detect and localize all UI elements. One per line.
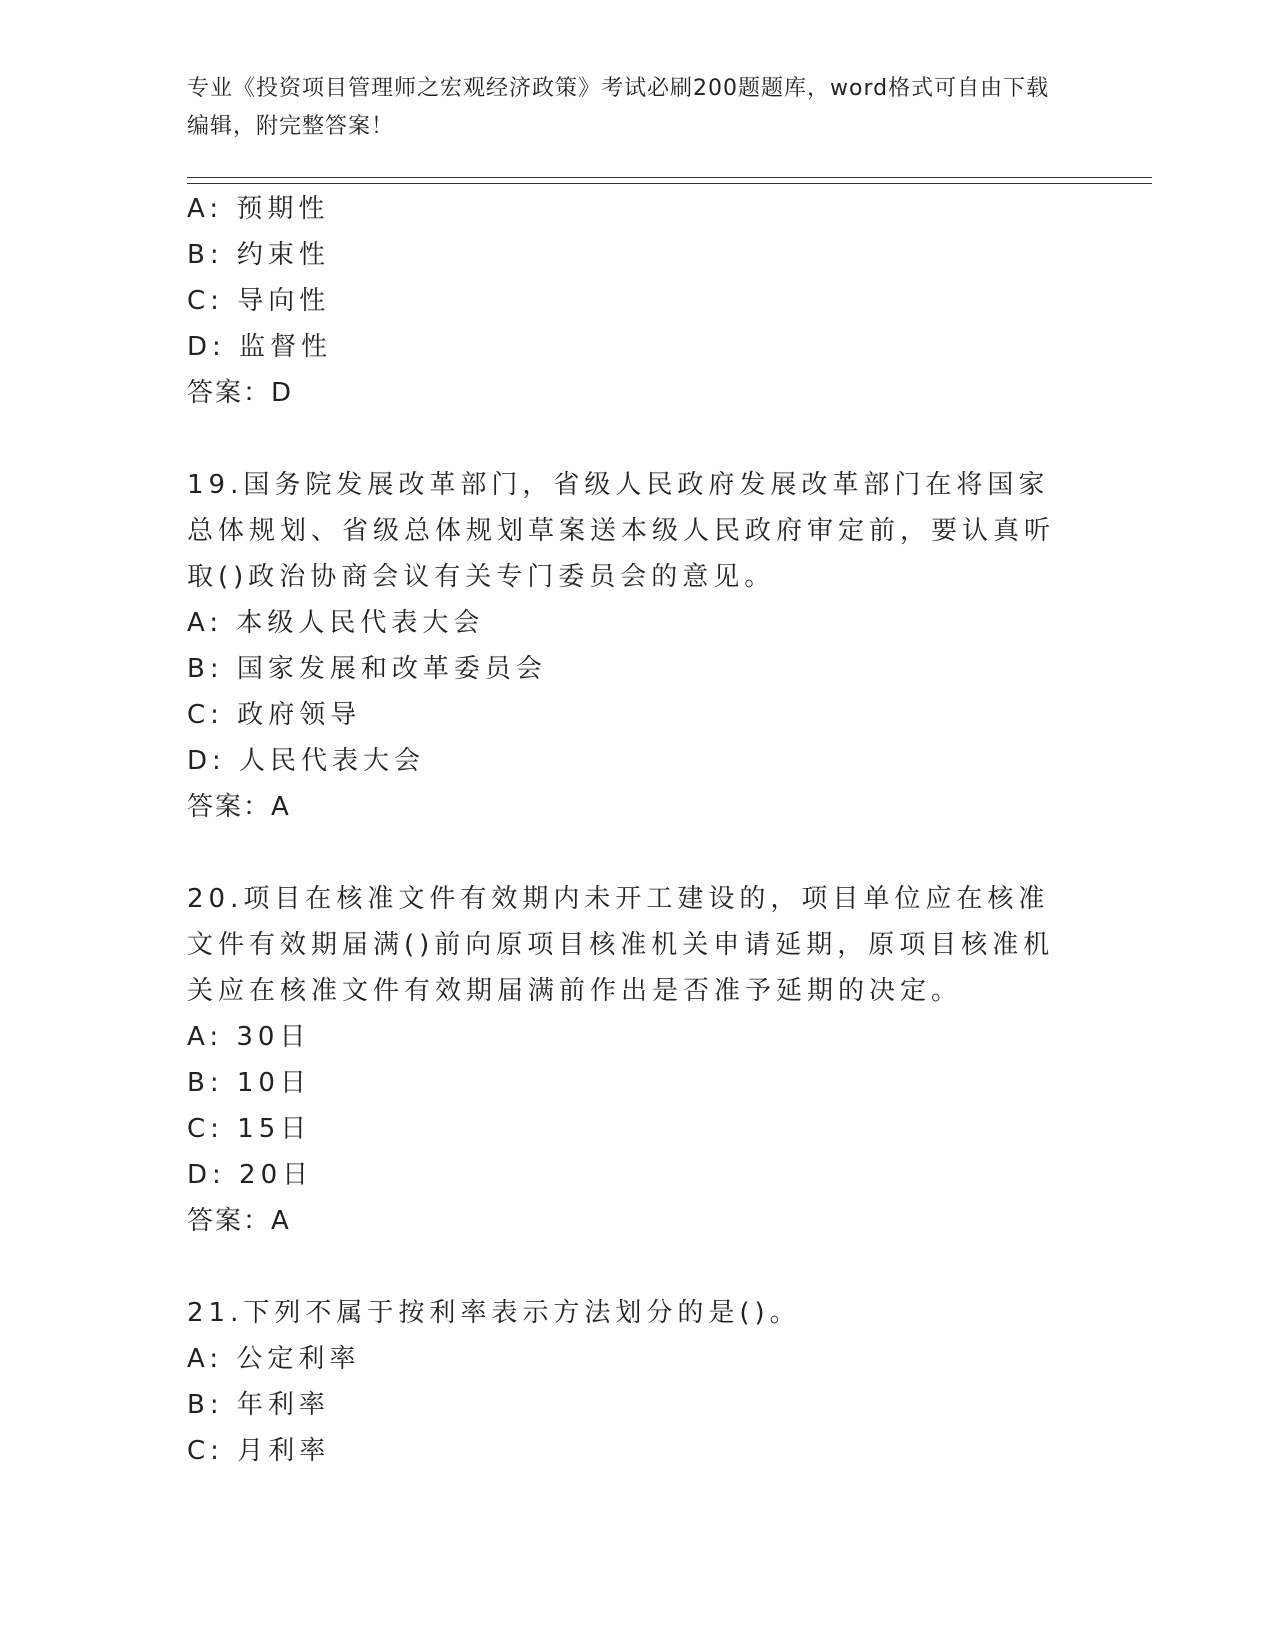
option-d: D: 20日 xyxy=(187,1160,314,1190)
answer-line: 答案：D xyxy=(187,378,294,408)
answer-line: 答案：A xyxy=(187,1206,291,1236)
option-b: B: 年利率 xyxy=(187,1390,330,1420)
option-d: D: 人民代表大会 xyxy=(187,746,426,776)
question-content xyxy=(187,186,1087,1474)
option-b: B: 国家发展和改革委员会 xyxy=(187,654,547,684)
header-divider xyxy=(187,177,1152,178)
option-a: A: 本级人民代表大会 xyxy=(187,608,485,638)
question-21-text: 21.下列不属于按利率表示方法划分的是()。 xyxy=(187,1298,801,1328)
option-d: D: 监督性 xyxy=(187,332,333,362)
option-c: C: 15日 xyxy=(187,1114,312,1144)
option-b: B: 约束性 xyxy=(187,240,330,270)
question-19-text: 19.国务院发展改革部门，省级人民政府发展改革部门在将国家总体规划、省级总体规划草案送本级人民政府审定前，要认真听取()政治协商会议有关专门委员会的意见。 xyxy=(187,470,1056,592)
document-header: 专业《投资项目管理师之宏观经济政策》考试必刷200题题库，word格式可自由下载编辑，附完整答案！ xyxy=(187,76,1050,139)
option-c: C: 政府领导 xyxy=(187,700,362,730)
option-b: B: 10日 xyxy=(187,1068,311,1098)
option-a: A: 30日 xyxy=(187,1022,311,1052)
option-c: C: 月利率 xyxy=(187,1436,331,1466)
question-20-text: 20.项目在核准文件有效期内未开工建设的，项目单位应在核准文件有效期届满()前向原项目核准机关申请延期，原项目核准机关应在核准文件有效期届满前作出是否准予延期的决定。 xyxy=(187,884,1055,1006)
header-divider-secondary xyxy=(187,183,1152,184)
answer-line: 答案：A xyxy=(187,792,291,822)
option-c: C: 导向性 xyxy=(187,286,331,316)
option-a: A: 公定利率 xyxy=(187,1344,361,1374)
option-a: A: 预期性 xyxy=(187,194,330,224)
